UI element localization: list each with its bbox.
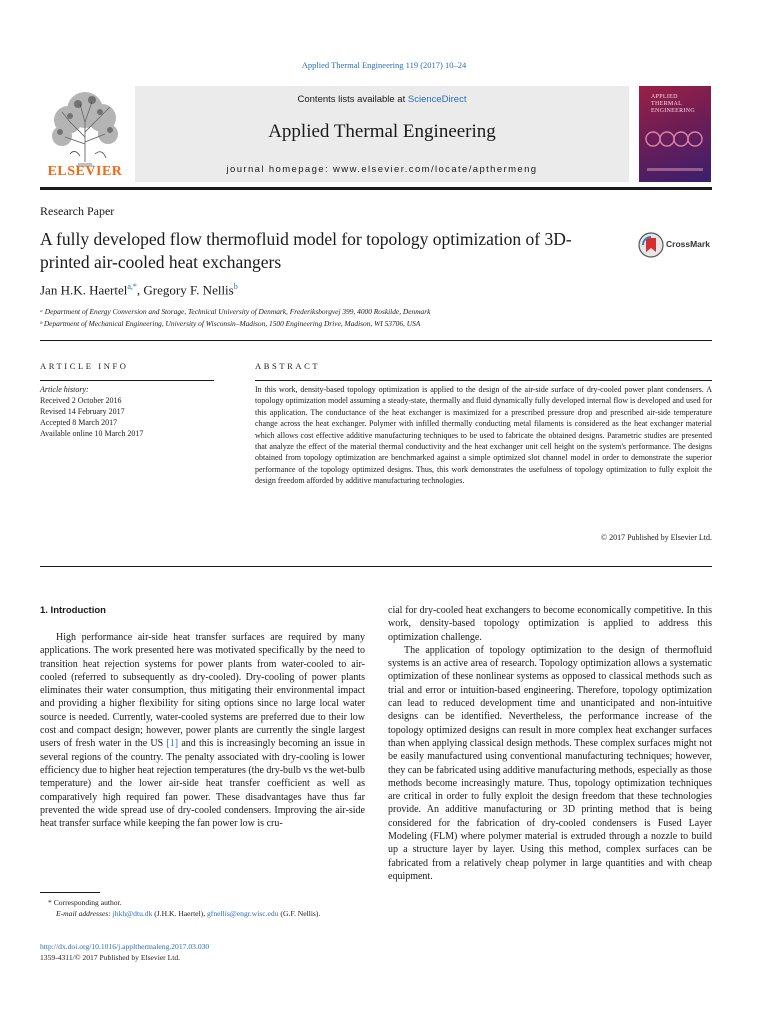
sciencedirect-link[interactable]: ScienceDirect: [407, 94, 467, 105]
body-rule: [40, 566, 712, 567]
article-info-rule: [40, 380, 214, 381]
abstract-text: In this work, density-based topology optimization is applied to the design of the air-side surface of dry-cooled power plant condensers. A topology optimization model assuming a steady-state, thermally and fluid dynamically fully developed internal flow is developed and used for this application. The conductance of the heat exchanger is maximized for a prescribed pressure drop and prescribed air-side temperature change across the heat exchanger. Polymer with infilled thermally conducting metal filaments is considered as the heat exchanger material which allows cost effective additive manufacturing techniques to be used to fabricate the obtained designs. Parametric studies are presented that analyze the effect of the material thermal conductivity and the heat exchanger unit cell height on the system's performance. The designs obtained from topology optimization are benchmarked against a simple optimized slot channel model in order to demonstrate the superior performance of the topology optimized designs. Thus, this work demonstrates the usefulness of topology optimization to fully exploit the design freedom afforded by additive manufacturing technologies.: [255, 385, 712, 486]
email-line: E-mail addresses: jhkh@dtu.dk (J.H.K. Haertel), gfnellis@engr.wisc.edu (G.F. Nellis).: [56, 909, 321, 918]
body-paragraph: The application of topology optimization to the design of thermofluid systems is an active area of research. Topology optimization allows a systematic optimization of these nonlinear systems as opposed to classical methods such as trial and error or intuition-based engineering. Therefore, topology optimization can lead to reduced development time and unanticipated and non-intuitive designs can be identified. Nevertheless, the performance increase of the topology optimized designs can result in more complex heat exchanger surfaces than when applying classical design methods. These complex surfaces might not be easily manufactured using conventional manufacturing techniques; however, they can be fabricated using additive manufacturing methods, especially as those methods become increasingly mature. Thus, topology optimization techniques are critical in order to fully exploit the design freedom that these technologies provide. An additive manufacturing or 3D printing method that is being considered for the fabrication of dry-cooled condensers is Fused Layer Modeling (FLM) where polymer material is extruded through a nozzle to build up a structure layer by layer. Using this method, complex surfaces can be fabricated from a relatively cheap polymer in large quantities and with cheap equipment.: [388, 644, 712, 882]
cover-footer-band: [647, 168, 703, 171]
elsevier-wordmark: ELSEVIER: [47, 164, 123, 179]
journal-citation[interactable]: Applied Thermal Engineering 119 (2017) 10–24: [301, 60, 467, 70]
journal-homepage[interactable]: journal homepage: www.elsevier.com/locate/apthermeng: [226, 164, 538, 175]
article-history: [40, 384, 143, 439]
author-haertel: Jan H.K. Haertel: [40, 282, 128, 298]
history-label: Article history:: [40, 385, 89, 394]
paper-title: A fully developed flow thermofluid model for topology optimization of 3D-printed air-cooled heat exchangers: [40, 229, 572, 272]
cover-title: APPLIED THERMAL ENGINEERING: [651, 94, 695, 114]
journal-masthead: [135, 86, 629, 182]
body-paragraph: High performance air-side heat transfer surfaces are required by many applications. The work presented here was motivated specifically by the need to transition heat rejection systems for power plants from water-cooled to air-cooled (referred to subsequently as dry-cooled). Dry-cooling of power plants eliminates their water consumption, thus mitigating their environmental impact and providing a higher flexibility for siting options since no large local water source is needed. Currently, water-cooled systems are preferred due to their low cost and compact design; however, power plants are currently the single largest users of fresh water in the US [1] and this is increasingly becoming an issue in several regions of the country. The penalty associated with dry-cooling is lower efficiency due to higher heat rejection temperatures (the dry-bulb vs the wet-bulb temperature) and the lower air-side heat transfer coefficient as well as comparatively high required fan power. These disadvantages have thus far prevented the wide spread use of dry-cooled condensers. Improving the air-side heat transfer surface while keeping the fan power low is cru-: [40, 632, 365, 830]
footnote: [40, 897, 365, 919]
email-link-haertel[interactable]: jhkh@dtu.dk: [112, 909, 153, 918]
section-heading-introduction: 1. Introduction: [40, 605, 106, 616]
section-rule: [40, 340, 712, 341]
article-info-heading: ARTICLE INFO: [40, 361, 129, 371]
history-online: Available online 10 March 2017: [40, 429, 144, 438]
affiliation-b: ᵇ Department of Mechanical Engineering, University of Wisconsin–Madison, 1500 Engineering Drive, Madison, WI 53706, USA: [40, 319, 421, 328]
cover-artwork: [639, 124, 711, 154]
body-column-left: [40, 631, 365, 830]
doi-link[interactable]: http://dx.doi.org/10.1016/j.applthermaleng.2017.03.030: [40, 942, 210, 951]
journal-cover-image[interactable]: [639, 86, 711, 182]
footnote-rule: [40, 892, 100, 893]
affiliation-a: ᵃ Department of Energy Conversion and Storage, Technical University of Denmark, Frederiksborgvej 399, 4000 Roskilde, Denmark: [40, 307, 431, 316]
history-accepted: Accepted 8 March 2017: [40, 418, 118, 427]
author-nellis-affil[interactable]: b: [233, 282, 238, 291]
reference-link-1[interactable]: [1]: [166, 738, 179, 750]
author-list: Jan H.K. Haertel$^{a,*}$, Gregory F. Nellis$^b$: [40, 282, 238, 298]
header-rule: [40, 187, 712, 190]
abstract-copyright: © 2017 Published by Elsevier Ltd.: [601, 533, 712, 542]
email-link-nellis[interactable]: gfnellis@engr.wisc.edu: [207, 909, 279, 918]
crossmark-icon: [638, 230, 664, 260]
abstract-heading: ABSTRACT: [255, 361, 321, 371]
issn-line: 1359-4311/© 2017 Published by Elsevier Ltd.: [40, 953, 181, 962]
author-nellis: Gregory F. Nellis: [143, 282, 234, 298]
body-paragraph: cial for dry-cooled heat exchangers to become economically competitive. In this work, density-based topology optimization is applied to address this optimization challenge.: [388, 605, 712, 643]
abstract-rule: [255, 380, 712, 381]
paper-type: Research Paper: [40, 204, 115, 218]
contents-line: Contents lists available at ScienceDirect: [297, 94, 467, 105]
crossmark-label: CrossMark: [666, 239, 710, 249]
author-haertel-affil[interactable]: a,*: [127, 282, 137, 291]
journal-title: Applied Thermal Engineering: [268, 121, 496, 142]
crossmark-button[interactable]: [638, 230, 718, 260]
history-received: Received 2 October 2016: [40, 396, 122, 405]
corresponding-author-note: * Corresponding author.: [48, 898, 122, 907]
history-revised: Revised 14 February 2017: [40, 407, 125, 416]
body-column-right: [388, 604, 712, 883]
